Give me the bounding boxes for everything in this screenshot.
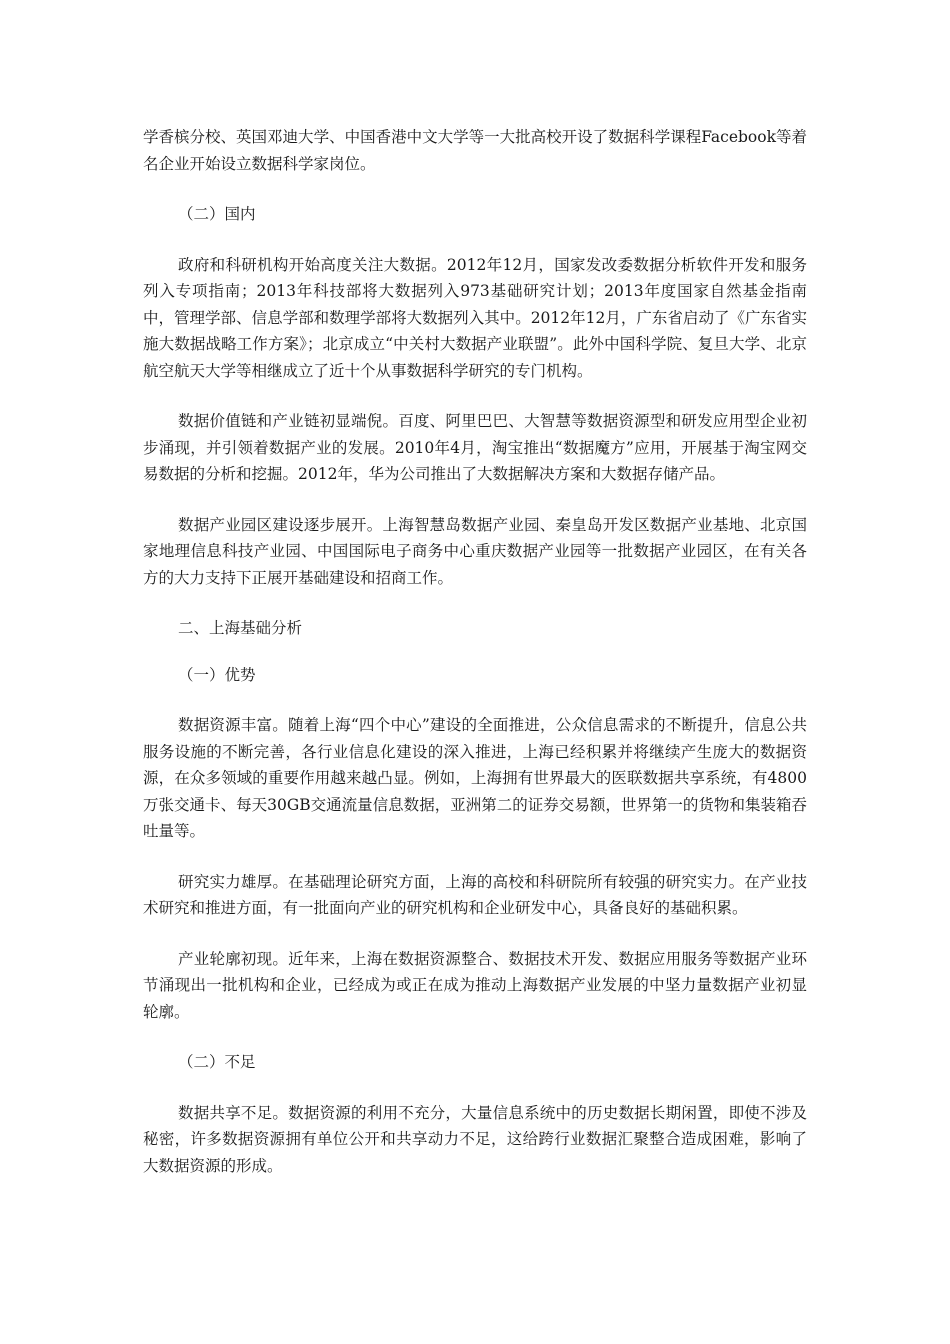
paragraph-government-research: 政府和科研机构开始高度关注大数据。2012年12月，国家发改委数据分析软件开发和服务列入专项指南；2013年科技部将大数据列入973基础研究计划；2013年度国家自然基金指南中，管理学部、信息学部和数理学部将大数据列入其中。2012年12月，广东省启动了《广东省实施大数据战略工作方案》；北京成立“中关村大数据产业联盟”。此外中国科学院、复旦大学、北京航空航天大学等相继成立了近十个从事数据科学研究的专门机构。 <box>143 255 807 380</box>
paragraph-intro-continued: 学香槟分校、英国邓迪大学、中国香港中文大学等一大批高校开设了数据科学课程Facebook等着名企业开始设立数据科学家岗位。 <box>143 128 807 173</box>
section-heading-domestic: （二）国内 <box>178 205 256 223</box>
document-page <box>143 124 807 1179</box>
paragraph-industry-outline: 产业轮廓初现。近年来，上海在数据资源整合、数据技术开发、数据应用服务等数据产业环节涌现出一批机构和企业，已经成为或正在成为推动上海数据产业发展的中坚力量数据产业初显轮廓。 <box>143 949 807 1021</box>
paragraph-data-sharing: 数据共享不足。数据资源的利用不充分，大量信息系统中的历史数据长期闲置，即使不涉及秘密，许多数据资源拥有单位公开和共享动力不足，这给跨行业数据汇聚整合造成困难，影响了大数据资源的形成。 <box>143 1103 807 1175</box>
paragraph-industrial-parks: 数据产业园区建设逐步展开。上海智慧岛数据产业园、秦皇岛开发区数据产业基地、北京国家地理信息科技产业园、中国国际电子商务中心重庆数据产业园等一批数据产业园区，在有关各方的大力支持下正展开基础建设和招商工作。 <box>143 515 807 587</box>
paragraph-value-chain: 数据价值链和产业链初显端倪。百度、阿里巴巴、大智慧等数据资源型和研发应用型企业初步涌现，并引领着数据产业的发展。2010年4月，淘宝推出“数据魔方”应用，开展基于淘宝网交易数据的分析和挖掘。2012年，华为公司推出了大数据解决方案和大数据存储产品。 <box>143 412 807 483</box>
paragraph-data-resources: 数据资源丰富。随着上海“四个中心”建设的全面推进，公众信息需求的不断提升，信息公共服务设施的不断完善，各行业信息化建设的深入推进，上海已经积累并将继续产生庞大的数据资源，在众多领域的重要作用越来越凸显。例如，上海拥有世界最大的医联数据共享系统，有4800万张交通卡、每天30GB交通流量信息数据，亚洲第二的证券交易额，世界第一的货物和集装箱吞吐量等。 <box>143 716 807 840</box>
section-heading-shanghai-analysis: 二、上海基础分析 <box>178 619 303 637</box>
section-heading-advantages: （一）优势 <box>178 665 256 684</box>
paragraph-research-strength: 研究实力雄厚。在基础理论研究方面，上海的高校和科研院所有较强的研究实力。在产业技术研究和推进方面，有一批面向产业的研究机构和企业研发中心，具备良好的基础积累。 <box>143 872 807 917</box>
section-heading-shortcomings: （二）不足 <box>178 1053 256 1071</box>
